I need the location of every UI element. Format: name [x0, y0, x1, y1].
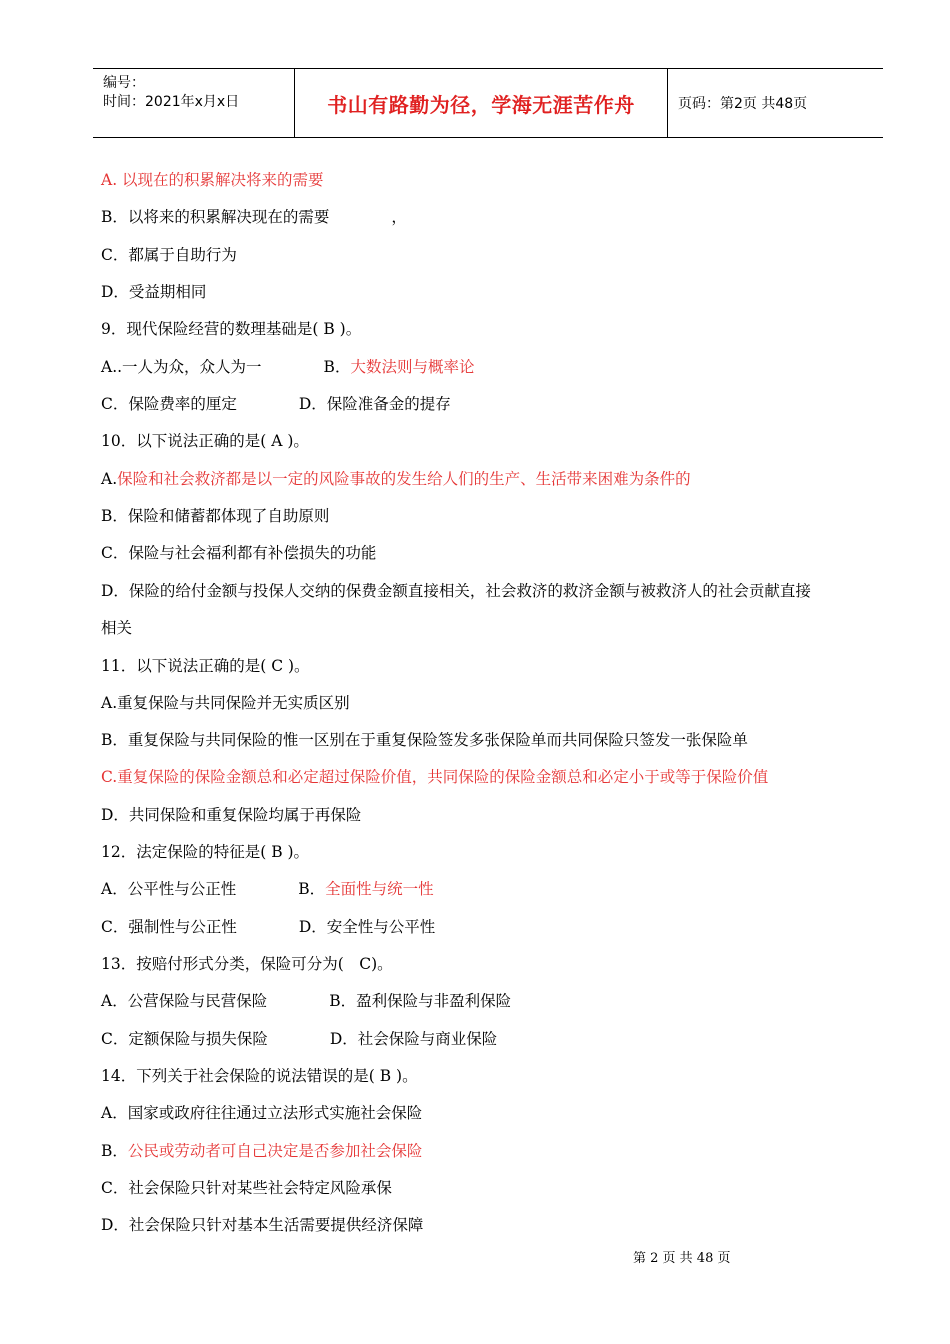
answer-text: 大数法则与概率论	[350, 358, 475, 376]
question-text: C．社会保险只针对某些社会特定风险承保	[101, 1179, 392, 1197]
question-text: 13．按赔付形式分类，保险可分为( C)。	[101, 955, 393, 973]
text-line-q11d	[101, 805, 361, 825]
text-line-q11b	[101, 730, 748, 750]
question-text: C．保险与社会福利都有补偿损失的功能	[101, 544, 377, 562]
question-text: C．都属于自助行为	[101, 246, 237, 264]
question-text: D．保险的给付金额与投保人交纳的保费金额直接相关，社会救济的救济金额与被救济人的社会贡献直接	[101, 582, 811, 600]
question-text: D．共同保险和重复保险均属于再保险	[101, 806, 362, 824]
question-text: 12．法定保险的特征是( B )。	[101, 843, 310, 861]
question-text: C．强制性与公正性 D．安全性与公平性	[101, 918, 436, 936]
text-line-q14a	[101, 1103, 422, 1123]
page-header	[93, 68, 883, 138]
text-line-q14b	[101, 1141, 422, 1161]
text-line-q11c	[101, 767, 768, 787]
question-text: D．受益期相同	[101, 283, 207, 301]
answer-text: 全面性与统一性	[325, 880, 434, 898]
text-line-q8d	[101, 282, 206, 302]
text-line-q14d	[101, 1215, 423, 1235]
header-motto-cell	[295, 69, 668, 137]
time-label: 时间：2021年x月x日	[103, 94, 240, 110]
header-left-cell	[93, 69, 295, 137]
text-line-q13ab	[101, 991, 511, 1011]
text-line-q9cd	[101, 394, 451, 414]
header-motto: 书山有路勤为径，学海无涯苦作舟	[327, 92, 635, 117]
question-text: D．社会保险只针对基本生活需要提供经济保障	[101, 1216, 424, 1234]
text-line-q10c	[101, 543, 376, 563]
text-line-q12ab	[101, 879, 434, 899]
answer-text: C.重复保险的保险金额总和必定超过保险价值，共同保险的保险金额总和必定小于或等于保险价值	[101, 768, 769, 786]
text-line-q14c	[101, 1178, 392, 1198]
text-line-q12	[101, 842, 309, 862]
question-text: 10．以下说法正确的是( A )。	[101, 432, 309, 450]
question-text: 14．下列关于社会保险的说法错误的是( B )。	[101, 1067, 418, 1085]
text-line-q13cd	[101, 1029, 497, 1049]
text-line-q8a	[101, 170, 324, 190]
header-page-info: 页码：第2页 共48页	[678, 96, 808, 112]
answer-text: A. 以现在的积累解决将来的需要	[101, 171, 324, 189]
text-line-q8b	[101, 207, 407, 227]
text-line-q10	[101, 431, 309, 451]
answer-text: 公民或劳动者可自己决定是否参加社会保险	[127, 1142, 423, 1160]
text-line-q11a	[101, 693, 350, 713]
text-line-q10d1	[101, 581, 811, 601]
question-text: A．国家或政府往往通过立法形式实施社会保险	[101, 1104, 423, 1122]
question-text: A..一人为众，众人为一 B．	[101, 358, 351, 376]
question-text: C．保险费率的厘定 D．保险准备金的提存	[101, 395, 451, 413]
header-page-cell	[668, 69, 883, 137]
answer-text: 保险和社会救济都是以一定的风险事故的发生给人们的生产、生活带来困难为条件的	[117, 470, 691, 488]
question-text: A．公平性与公正性 B．	[101, 880, 326, 898]
question-text: B．重复保险与共同保险的惟一区别在于重复保险签发多张保险单而共同保险只签发一张保险单	[101, 731, 748, 749]
question-text: 11．以下说法正确的是( C )。	[101, 657, 310, 675]
question-text: A.	[101, 470, 118, 488]
text-line-q10b	[101, 506, 329, 526]
text-line-q13	[101, 954, 393, 974]
text-line-q9ab	[101, 357, 474, 377]
question-text: 9．现代保险经营的数理基础是( B )。	[101, 320, 362, 338]
text-line-q12cd	[101, 917, 435, 937]
question-text: 相关	[101, 619, 133, 637]
question-text: C．定额保险与损失保险 D．社会保险与商业保险	[101, 1030, 498, 1048]
text-line-q9	[101, 319, 361, 339]
text-line-q10d2	[101, 618, 132, 638]
text-line-q14	[101, 1066, 418, 1086]
text-line-q8c	[101, 245, 237, 265]
page-footer: 第 2 页 共 48 页	[633, 1251, 731, 1266]
text-line-q11	[101, 656, 310, 676]
question-text: B．以将来的积累解决现在的需要 ，	[101, 208, 407, 226]
question-text: A.重复保险与共同保险并无实质区别	[101, 694, 350, 712]
question-text: A．公营保险与民营保险 B．盈利保险与非盈利保险	[101, 992, 512, 1010]
text-line-q10a	[101, 469, 691, 489]
serial-label: 编号：	[103, 75, 145, 91]
question-text: B．	[101, 1142, 128, 1160]
question-text: B．保险和储蓄都体现了自助原则	[101, 507, 330, 525]
